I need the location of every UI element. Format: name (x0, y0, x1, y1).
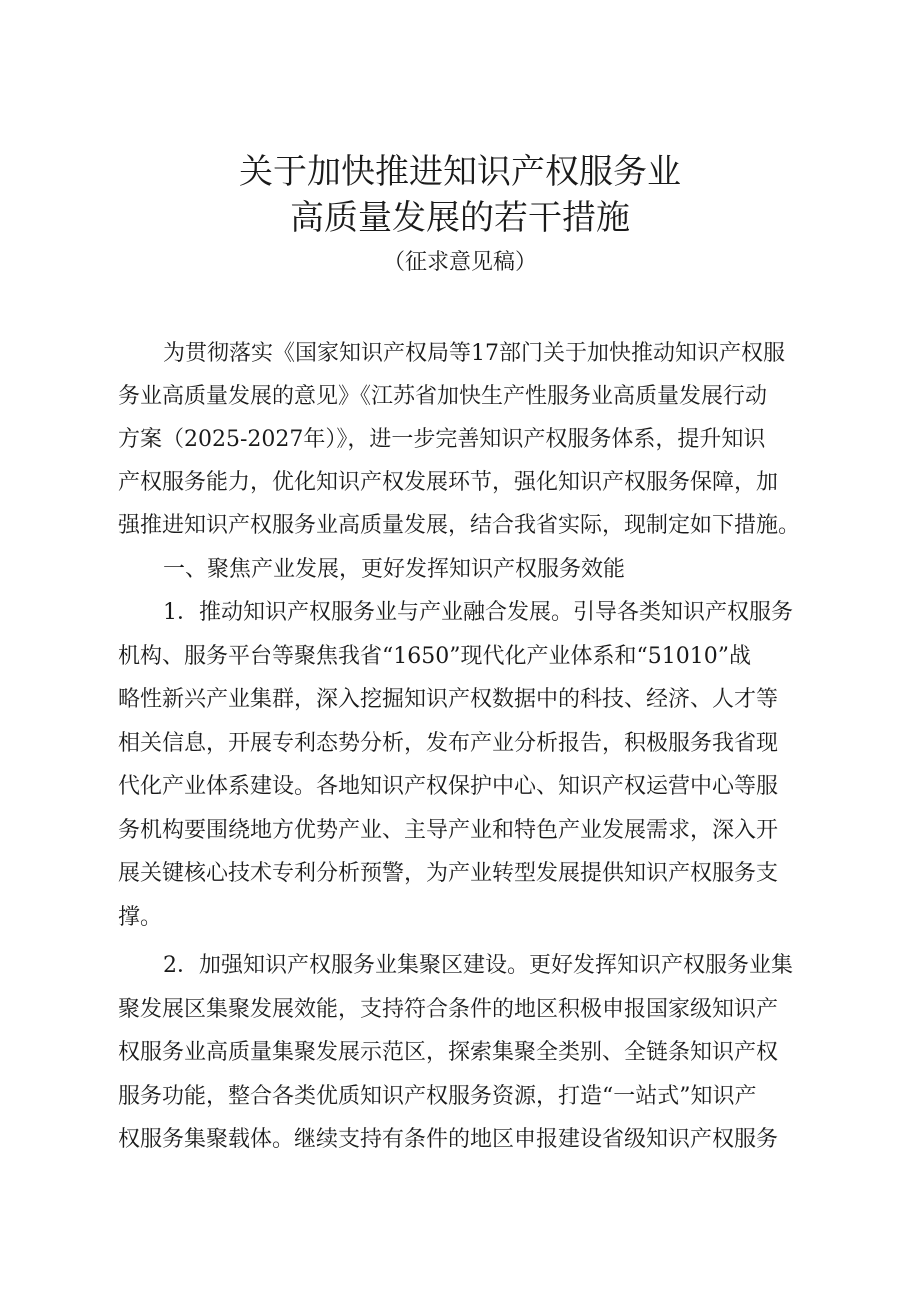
paragraph-intro-line: 方案（2025-2027年）》，进一步完善知识产权服务体系，提升知识 (118, 427, 766, 452)
item-1-line: 1．推动知识产权服务业与产业融合发展。引导各类知识产权服务 (163, 600, 793, 625)
item-1-line: 相关信息，开展专利态势分析，发布产业分析报告，积极服务我省现 (118, 731, 779, 756)
item-2-line: 权服务业高质量集聚发展示范区，探索集聚全类别、全链条知识产权 (118, 1040, 779, 1065)
paragraph-intro-line: 务业高质量发展的意见》《江苏省加快生产性服务业高质量发展行动 (118, 384, 768, 409)
item-1-line: 展关键核心技术专利分析预警，为产业转型发展提供知识产权服务支 (118, 861, 779, 886)
document-subtitle: （征求意见稿） (382, 250, 537, 275)
paragraph-intro-line: 为贯彻落实《国家知识产权局等17部门关于加快推动知识产权服 (163, 341, 785, 366)
section-heading: 一、聚焦产业发展，更好发挥知识产权服务效能 (163, 557, 626, 582)
item-2-line: 权服务集聚载体。继续支持有条件的地区申报建设省级知识产权服务 (118, 1127, 779, 1152)
item-1-line: 代化产业体系建设。各地知识产权保护中心、知识产权运营中心等服 (118, 774, 779, 799)
item-1-line: 机构、服务平台等聚焦我省“1650”现代化产业体系和“51010”战 (118, 644, 751, 669)
document-title-line-1: 关于加快推进知识产权服务业 (239, 152, 681, 192)
paragraph-intro-line: 强推进知识产权服务业高质量发展，结合我省实际，现制定如下措施。 (118, 513, 801, 538)
document-title-line-2: 高质量发展的若干措施 (290, 198, 630, 238)
item-1-line: 撑。 (118, 905, 163, 930)
item-1-line: 务机构要围绕地方优势产业、主导产业和特色产业发展需求，深入开 (118, 818, 779, 843)
item-2-line: 服务功能，整合各类优质知识产权服务资源，打造“一站式”知识产 (118, 1084, 757, 1109)
item-1-line: 略性新兴产业集群，深入挖掘知识产权数据中的科技、经济、人才等 (118, 687, 779, 712)
paragraph-intro-line: 产权服务能力，优化知识产权发展环节，强化知识产权服务保障，加 (118, 470, 779, 495)
item-2-line: 聚发展区集聚发展效能，支持符合条件的地区积极申报国家级知识产 (118, 997, 779, 1022)
item-2-line: 2．加强知识产权服务业集聚区建设。更好发挥知识产权服务业集 (163, 953, 793, 978)
